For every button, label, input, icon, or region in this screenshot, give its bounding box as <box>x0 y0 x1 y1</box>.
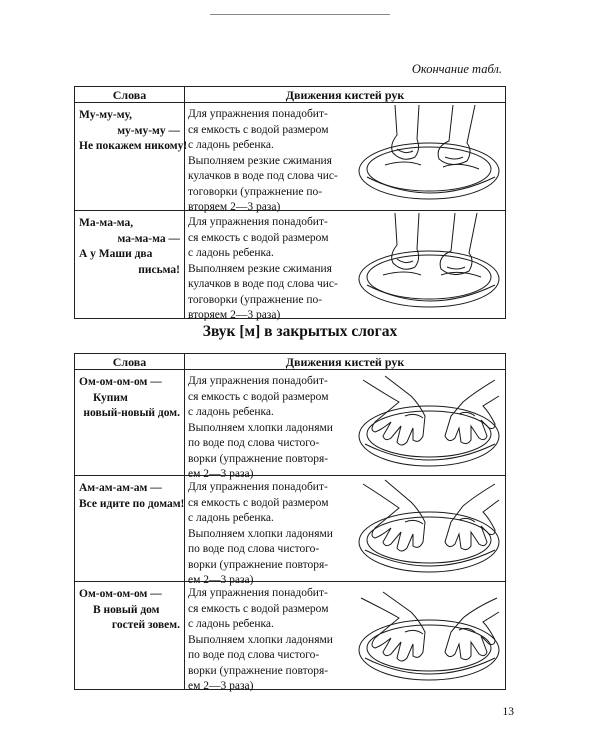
palms-in-bowl-illustration <box>355 584 503 688</box>
table-row <box>75 103 506 211</box>
rhyme-line: Купим <box>93 391 128 404</box>
rhyme-line: Ма-ма-ма, <box>79 217 134 229</box>
rhyme-cell <box>75 211 185 319</box>
description-line: вторяем 2—3 раза) <box>188 309 281 321</box>
motion-description <box>188 480 351 589</box>
description-line: ся емкость с водой размером <box>188 602 329 615</box>
table-continuation-caption: Окончание табл. <box>411 62 502 76</box>
description-line: Для упражнения понадобит- <box>188 216 328 228</box>
rhyme-line: Все идите по домам! <box>79 497 185 510</box>
rhyme-line: письма! <box>138 263 180 276</box>
table-row <box>75 211 506 319</box>
table-row <box>75 370 506 476</box>
description-line: Выполняем хлопки ладонями <box>188 421 333 434</box>
rhyme-cell <box>75 370 185 476</box>
motion-cell <box>185 582 506 690</box>
exercise-table-2 <box>74 353 506 690</box>
description-line: кулачков в воде под слова чис- <box>188 278 338 290</box>
rhyme-line: Ам-ам-ам-ам — <box>79 482 162 494</box>
motion-cell <box>185 103 506 211</box>
rhyme-line: А у Маши два <box>79 248 153 260</box>
motion-cell <box>185 211 506 319</box>
motion-description <box>188 107 351 216</box>
description-line: Для упражнения понадобит- <box>188 587 328 599</box>
description-line: ем 2—3 раза) <box>188 680 254 692</box>
rhyme-cell <box>75 582 185 690</box>
description-line: кулачков в воде под слова чис- <box>188 170 338 182</box>
description-line: ем 2—3 раза) <box>188 574 254 586</box>
rhyme-cell <box>75 103 188 211</box>
description-line: Выполняем резкие сжимания <box>188 262 332 275</box>
rhyme-line: новый-новый дом. <box>83 407 180 419</box>
rhyme-line: Ом-ом-ом-ом — <box>79 588 162 600</box>
rhyme-line: ма-ма-ма — <box>117 232 180 245</box>
description-line: ся емкость с водой размером <box>188 390 329 403</box>
description-line: ся емкость с водой размером <box>188 496 329 509</box>
rhyme-cell <box>75 476 185 582</box>
rhyme-line: Не покажем никому! <box>79 140 188 152</box>
palms-in-bowl-illustration <box>355 372 503 474</box>
motion-description <box>188 215 351 324</box>
table-row <box>75 476 506 582</box>
description-line: с ладонь ребенка. <box>188 406 274 418</box>
description-line: ворки (упражнение повторя- <box>188 664 329 677</box>
description-line: Выполняем хлопки ладонями <box>188 633 333 646</box>
description-line: Для упражнения понадобит- <box>188 481 328 493</box>
description-line: ем 2—3 раза) <box>188 468 254 480</box>
description-line: с ладонь ребенка. <box>188 512 274 524</box>
fist-in-bowl-illustration <box>355 105 503 209</box>
description-line: тоговорки (упражнение по- <box>188 293 323 306</box>
description-line: Выполняем резкие сжимания <box>188 154 332 167</box>
description-line: ворки (упражнение повторя- <box>188 452 329 465</box>
column-header-motions: Движения кистей рук <box>185 354 506 370</box>
column-header-words: Слова <box>75 87 185 103</box>
rhyme-line: му-му-му — <box>117 124 180 137</box>
rhyme-line: В новый дом <box>93 603 160 616</box>
motion-description <box>188 586 351 695</box>
description-line: по воде под слова чистого- <box>188 649 320 661</box>
description-line: ворки (упражнение повторя- <box>188 558 329 571</box>
description-line: с ладонь ребенка. <box>188 618 274 630</box>
rhyme-line: Му-му-му, <box>79 109 133 121</box>
rhyme-line: гостей зовем. <box>111 619 180 631</box>
fist-in-bowl-illustration <box>355 213 503 317</box>
description-line: по воде под слова чистого- <box>188 437 320 449</box>
description-line: по воде под слова чистого- <box>188 543 320 555</box>
motion-cell <box>185 370 506 480</box>
description-line: вторяем 2—3 раза) <box>188 201 281 213</box>
motion-description <box>188 374 351 483</box>
description-line: Для упражнения понадобит- <box>188 108 328 120</box>
description-line: Выполняем хлопки ладонями <box>188 527 333 540</box>
description-line: Для упражнения понадобит- <box>188 375 328 387</box>
description-line: с ладонь ребенка. <box>188 139 274 151</box>
description-line: с ладонь ребенка. <box>188 247 274 259</box>
rhyme-line: Ом-ом-ом-ом — <box>79 376 162 388</box>
top-rule <box>210 14 390 15</box>
column-header-words: Слова <box>75 354 185 370</box>
exercise-table-1 <box>74 86 506 319</box>
motion-cell <box>185 476 506 586</box>
description-line: ся емкость с водой размером <box>188 123 329 136</box>
page-number: 13 <box>502 706 514 718</box>
description-line: тоговорки (упражнение по- <box>188 185 323 198</box>
palms-in-bowl-illustration <box>355 478 503 580</box>
table-row <box>75 582 506 690</box>
column-header-motions: Движения кистей рук <box>185 87 506 103</box>
description-line: ся емкость с водой размером <box>188 231 329 244</box>
section-title: Звук [м] в закрытых слогах <box>202 323 398 340</box>
